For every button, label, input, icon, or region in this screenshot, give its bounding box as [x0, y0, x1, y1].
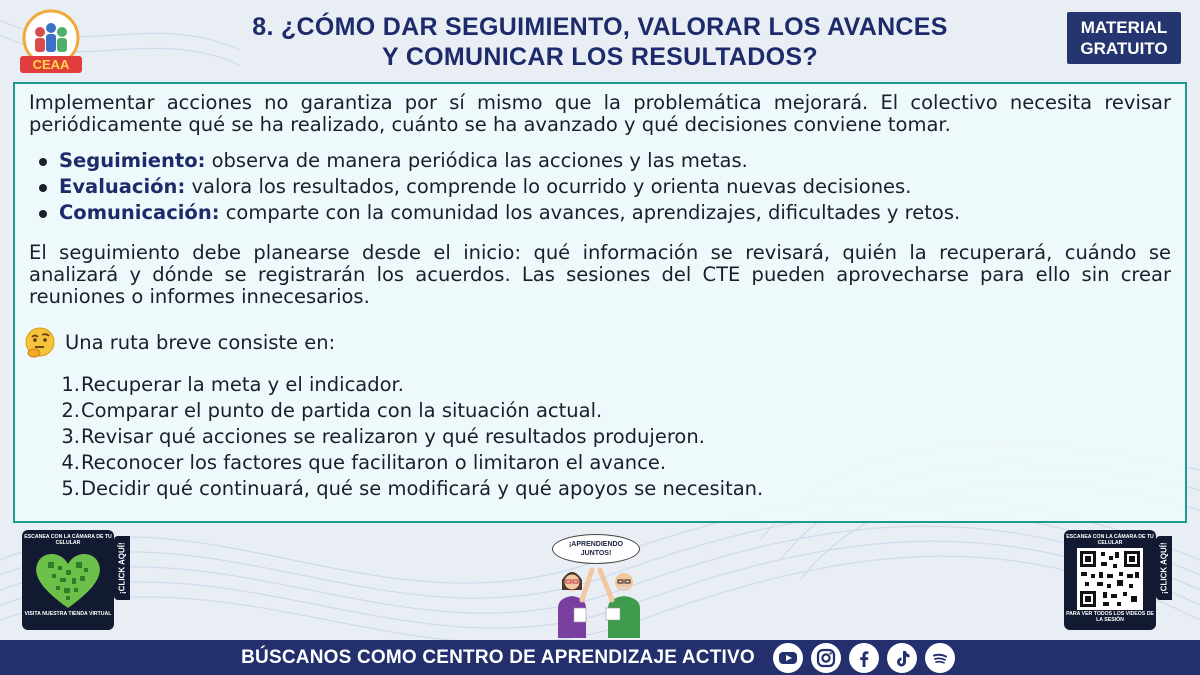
- step-text: Recuperar la meta y el indicador.: [81, 373, 404, 396]
- intro-paragraph: Implementar acciones no garantiza por sí mismo que la problemática mejorará. El colectivo necesita revisar periódicamente qué se ha realizado, cuánto se ha avanzado y qué decisiones conviene tomar.: [29, 91, 1171, 136]
- badge-line-2: GRATUITO: [1080, 39, 1168, 58]
- store-qr-card[interactable]: [22, 530, 127, 630]
- speech-bubble: ¡APRENDIENDO JUNTOS!: [552, 534, 640, 564]
- bullet-term: Comunicación:: [59, 201, 220, 224]
- route-intro: [29, 326, 1171, 360]
- qr-code[interactable]: [1077, 548, 1143, 610]
- step-number: 1.: [61, 373, 80, 396]
- bullet-list: [29, 150, 1171, 224]
- youtube-icon[interactable]: [773, 643, 803, 673]
- bullet-term: Evaluación:: [59, 175, 186, 198]
- click-here-tab[interactable]: ¡CLICK AQUÍ!: [1156, 536, 1172, 600]
- tiktok-icon[interactable]: [887, 643, 917, 673]
- videos-qr-card[interactable]: [1064, 530, 1169, 630]
- qr-left-bottom-text: VISITA NUESTRA TIENDA VIRTUAL: [24, 611, 112, 617]
- badge-line-1: MATERIAL: [1080, 18, 1168, 37]
- title-line-2: Y COMUNICAR LOS RESULTADOS?: [382, 43, 818, 71]
- instagram-icon[interactable]: [811, 643, 841, 673]
- bullet-text: observa de manera periódica las acciones y las metas.: [205, 149, 748, 172]
- bullet-text: valora los resultados, comprende lo ocurrido y orienta nuevas decisiones.: [185, 175, 912, 198]
- list-item: [29, 374, 1171, 396]
- list-item: [29, 452, 1171, 474]
- click-here-tab[interactable]: ¡CLICK AQUÍ!: [114, 536, 130, 600]
- list-item: [29, 400, 1171, 422]
- footer-bar: [0, 640, 1200, 675]
- page-title: [150, 12, 1050, 72]
- heart-qr-code[interactable]: [32, 548, 104, 610]
- footer-text: BÚSCANOS COMO CENTRO DE APRENDIZAJE ACTIVO: [241, 646, 755, 668]
- logo-text: CEAA: [32, 57, 70, 72]
- bullet-text: comparte con la comunidad los avances, aprendizajes, dificultades y retos.: [219, 201, 961, 224]
- step-text: Reconocer los factores que facilitaron o limitaron el avance.: [81, 451, 667, 474]
- qr-right-top-text: ESCANEA CON LA CÁMARA DE TU CELULAR: [1066, 534, 1154, 546]
- list-item: [29, 478, 1171, 500]
- planning-paragraph: El seguimiento debe planearse desde el inicio: qué información se revisará, quién la recuperará, cuándo se analizará y dónde se registrarán los acuerdos. Las sesiones del CTE pueden aprovecharse para ello sin crear reuniones o informes innecesarios.: [29, 241, 1171, 308]
- thinking-face-icon: [23, 326, 57, 360]
- facebook-icon[interactable]: [849, 643, 879, 673]
- list-item: [59, 150, 1171, 172]
- qr-right-bottom-text: PARA VER TODOS LOS VIDEOS DE LA SESIÓN: [1066, 611, 1154, 623]
- ceaa-logo: [14, 8, 88, 76]
- list-item: [29, 426, 1171, 448]
- step-number: 5.: [61, 477, 80, 500]
- qr-left-top-text: ESCANEA CON LA CÁMARA DE TU CELULAR: [24, 534, 112, 546]
- step-text: Decidir qué continuará, qué se modificará y qué apoyos se necesitan.: [81, 477, 764, 500]
- route-intro-text: Una ruta breve consiste en:: [65, 331, 336, 354]
- teacher-characters-illustration: [544, 560, 656, 638]
- step-number: 3.: [61, 425, 80, 448]
- title-line-1: 8. ¿CÓMO DAR SEGUIMIENTO, VALORAR LOS AVANCES: [252, 13, 948, 41]
- list-item: [59, 176, 1171, 198]
- free-material-badge: [1067, 12, 1181, 64]
- step-number: 4.: [61, 451, 80, 474]
- content-card: [13, 82, 1187, 523]
- bullet-term: Seguimiento:: [59, 149, 206, 172]
- steps-list: [29, 374, 1171, 500]
- list-item: [59, 202, 1171, 224]
- step-text: Revisar qué acciones se realizaron y qué resultados produjeron.: [81, 425, 705, 448]
- step-number: 2.: [61, 399, 80, 422]
- spotify-icon[interactable]: [925, 643, 955, 673]
- step-text: Comparar el punto de partida con la situación actual.: [81, 399, 603, 422]
